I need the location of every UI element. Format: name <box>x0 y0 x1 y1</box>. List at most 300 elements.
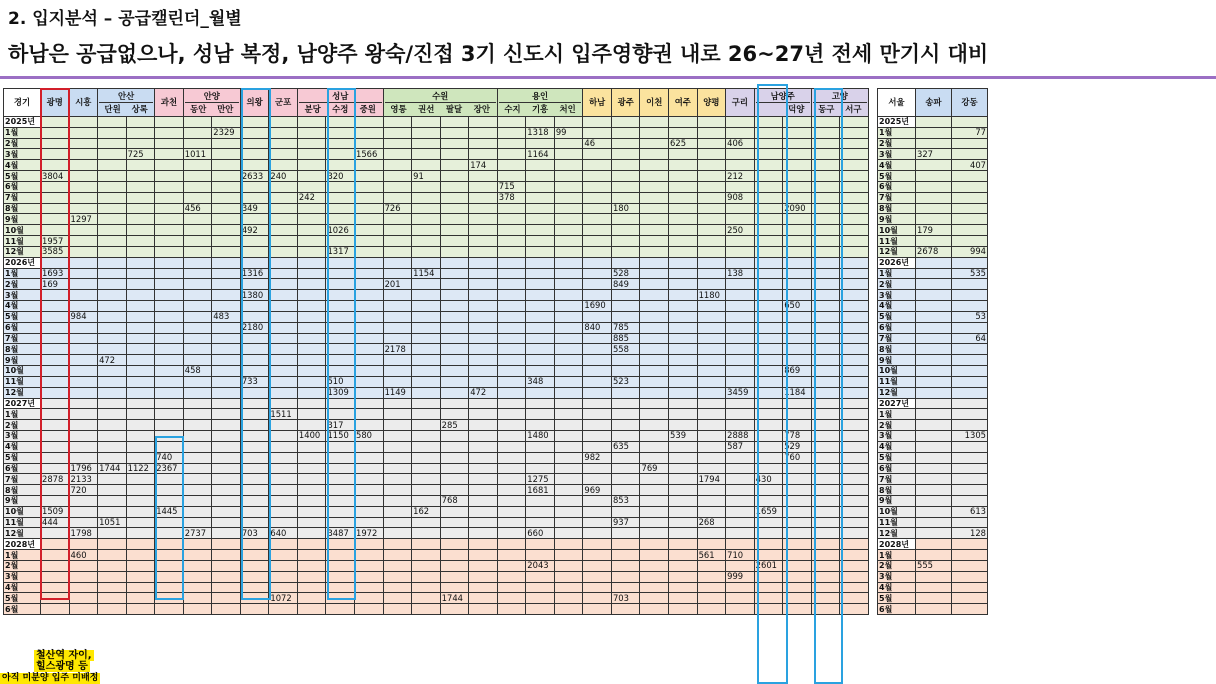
month-label: 2월 <box>4 279 41 290</box>
month-label: 3월 <box>878 149 916 160</box>
seoul-supply-table <box>877 88 988 615</box>
table-cell <box>41 366 70 377</box>
table-cell <box>440 550 469 561</box>
table-cell <box>726 398 755 409</box>
table-cell <box>183 117 212 128</box>
table-cell <box>640 301 669 312</box>
table-cell <box>554 463 583 474</box>
table-cell <box>240 604 269 615</box>
table-cell <box>126 398 155 409</box>
month-label: 10월 <box>878 225 916 236</box>
table-cell <box>611 550 640 561</box>
table-cell <box>98 441 127 452</box>
table-cell <box>98 214 127 225</box>
table-row <box>4 268 869 279</box>
table-cell: 128 <box>952 528 988 539</box>
table-cell <box>469 355 498 366</box>
table-cell <box>297 203 326 214</box>
table-cell <box>611 582 640 593</box>
table-cell <box>526 192 555 203</box>
month-label: 4월 <box>4 301 41 312</box>
table-row <box>878 138 988 149</box>
table-cell <box>526 290 555 301</box>
month-label: 8월 <box>878 203 916 214</box>
table-cell <box>412 149 441 160</box>
table-cell <box>383 506 412 517</box>
table-cell <box>526 246 555 257</box>
table-cell <box>440 236 469 247</box>
table-row <box>4 593 869 604</box>
table-cell <box>269 117 298 128</box>
table-cell <box>212 550 241 561</box>
table-cell <box>697 203 726 214</box>
table-cell: 138 <box>726 268 755 279</box>
table-cell <box>98 376 127 387</box>
table-cell <box>412 203 441 214</box>
table-cell <box>297 506 326 517</box>
column-header: 구리 <box>726 89 755 117</box>
table-cell <box>326 203 355 214</box>
month-label: 12월 <box>4 528 41 539</box>
table-cell: 760 <box>783 452 812 463</box>
table-cell <box>469 214 498 225</box>
table-cell <box>355 474 384 485</box>
table-cell: 3804 <box>41 171 70 182</box>
month-label: 2월 <box>4 560 41 571</box>
table-cell <box>412 333 441 344</box>
table-cell <box>840 550 869 561</box>
table-cell <box>497 376 526 387</box>
table-cell <box>811 236 840 247</box>
table-cell <box>155 528 184 539</box>
table-cell: 558 <box>611 344 640 355</box>
month-label: 5월 <box>878 171 916 182</box>
table-row <box>878 539 988 550</box>
table-cell <box>212 463 241 474</box>
table-cell: 587 <box>726 441 755 452</box>
table-cell <box>383 431 412 442</box>
table-cell <box>726 257 755 268</box>
table-cell <box>669 257 698 268</box>
table-cell <box>155 311 184 322</box>
table-cell <box>811 171 840 182</box>
table-cell: 1317 <box>326 246 355 257</box>
table-cell <box>469 225 498 236</box>
table-cell <box>526 171 555 182</box>
table-cell <box>440 181 469 192</box>
table-cell <box>554 192 583 203</box>
table-row <box>878 495 988 506</box>
table-cell <box>383 571 412 582</box>
table-cell <box>326 322 355 333</box>
table-cell <box>640 528 669 539</box>
table-cell <box>611 366 640 377</box>
table-cell <box>355 225 384 236</box>
table-cell: 2678 <box>916 246 952 257</box>
table-cell <box>526 138 555 149</box>
table-cell <box>811 257 840 268</box>
table-cell <box>412 539 441 550</box>
table-cell <box>297 387 326 398</box>
month-label: 3월 <box>878 290 916 301</box>
table-cell <box>811 593 840 604</box>
table-cell <box>952 192 988 203</box>
table-cell: 1297 <box>69 214 98 225</box>
note-cheolsan-xi: 철산역 자이, <box>36 650 92 661</box>
table-cell <box>155 246 184 257</box>
table-cell <box>754 257 783 268</box>
month-label: 3월 <box>4 431 41 442</box>
table-cell <box>41 441 70 452</box>
month-label: 5월 <box>4 311 41 322</box>
table-cell <box>811 127 840 138</box>
table-cell <box>440 311 469 322</box>
table-cell <box>183 485 212 496</box>
table-cell <box>383 441 412 452</box>
table-cell <box>916 474 952 485</box>
table-cell <box>554 528 583 539</box>
table-cell <box>669 192 698 203</box>
table-cell <box>783 138 812 149</box>
table-cell <box>469 571 498 582</box>
table-cell <box>840 366 869 377</box>
table-cell: 472 <box>98 355 127 366</box>
table-row <box>878 171 988 182</box>
table-cell <box>383 181 412 192</box>
table-cell <box>240 474 269 485</box>
month-label: 7월 <box>878 474 916 485</box>
table-cell <box>155 571 184 582</box>
table-row <box>4 495 869 506</box>
table-cell <box>269 138 298 149</box>
table-cell <box>412 485 441 496</box>
table-cell <box>526 181 555 192</box>
table-cell <box>155 376 184 387</box>
table-cell <box>98 138 127 149</box>
table-cell <box>497 311 526 322</box>
table-cell <box>697 138 726 149</box>
table-cell <box>526 452 555 463</box>
table-cell <box>640 311 669 322</box>
table-cell <box>240 495 269 506</box>
table-cell <box>611 528 640 539</box>
table-cell <box>669 236 698 247</box>
month-label: 9월 <box>878 355 916 366</box>
table-cell <box>240 355 269 366</box>
table-cell <box>297 160 326 171</box>
table-cell <box>640 290 669 301</box>
table-cell <box>726 528 755 539</box>
table-cell <box>469 127 498 138</box>
table-cell <box>297 117 326 128</box>
table-cell <box>41 495 70 506</box>
table-cell <box>497 138 526 149</box>
table-cell <box>126 376 155 387</box>
table-cell <box>269 495 298 506</box>
table-cell <box>297 181 326 192</box>
table-cell <box>297 376 326 387</box>
table-cell <box>440 485 469 496</box>
table-cell <box>126 550 155 561</box>
table-cell: 212 <box>726 171 755 182</box>
table-cell <box>554 181 583 192</box>
table-cell: 768 <box>440 495 469 506</box>
table-cell <box>497 571 526 582</box>
table-cell <box>326 550 355 561</box>
table-row <box>878 322 988 333</box>
month-label: 8월 <box>4 485 41 496</box>
table-cell <box>183 246 212 257</box>
table-row <box>4 225 869 236</box>
table-cell: 1659 <box>754 506 783 517</box>
table-cell: 53 <box>952 311 988 322</box>
table-cell <box>640 322 669 333</box>
table-cell <box>183 582 212 593</box>
table-cell <box>726 246 755 257</box>
table-cell <box>383 138 412 149</box>
table-cell <box>697 344 726 355</box>
table-cell <box>326 236 355 247</box>
table-cell <box>412 290 441 301</box>
table-cell <box>811 301 840 312</box>
table-cell <box>126 560 155 571</box>
table-cell <box>297 344 326 355</box>
table-cell: 778 <box>783 431 812 442</box>
table-cell <box>497 279 526 290</box>
table-row <box>4 181 869 192</box>
table-cell <box>155 409 184 420</box>
table-cell <box>269 290 298 301</box>
table-cell <box>669 160 698 171</box>
table-cell <box>412 517 441 528</box>
table-cell <box>783 322 812 333</box>
table-cell <box>126 203 155 214</box>
table-cell <box>783 160 812 171</box>
column-subheader-label: 단원 <box>104 104 121 114</box>
table-cell <box>783 192 812 203</box>
table-cell <box>326 485 355 496</box>
table-cell <box>497 604 526 615</box>
table-cell <box>98 474 127 485</box>
table-cell <box>526 495 555 506</box>
table-cell <box>754 420 783 431</box>
table-cell <box>155 539 184 550</box>
table-cell <box>355 420 384 431</box>
table-cell <box>669 528 698 539</box>
table-cell <box>297 452 326 463</box>
table-cell <box>697 571 726 582</box>
table-cell <box>126 311 155 322</box>
table-cell <box>183 593 212 604</box>
table-cell <box>183 333 212 344</box>
table-cell <box>69 160 98 171</box>
table-cell <box>840 571 869 582</box>
table-cell <box>98 311 127 322</box>
table-cell <box>41 582 70 593</box>
table-cell <box>611 246 640 257</box>
table-cell <box>69 290 98 301</box>
table-cell <box>916 604 952 615</box>
table-cell: 785 <box>611 322 640 333</box>
table-cell <box>754 528 783 539</box>
table-cell <box>916 517 952 528</box>
table-row <box>878 203 988 214</box>
table-cell <box>754 268 783 279</box>
table-cell <box>497 452 526 463</box>
table-cell <box>811 117 840 128</box>
table-cell <box>611 311 640 322</box>
table-cell <box>269 463 298 474</box>
table-cell <box>583 550 612 561</box>
table-cell <box>212 290 241 301</box>
table-cell <box>497 582 526 593</box>
table-cell <box>840 398 869 409</box>
table-cell <box>952 290 988 301</box>
table-cell <box>269 452 298 463</box>
table-cell <box>126 268 155 279</box>
table-cell <box>326 257 355 268</box>
table-cell <box>69 192 98 203</box>
table-cell <box>212 539 241 550</box>
table-cell <box>383 528 412 539</box>
table-cell <box>212 344 241 355</box>
table-cell <box>583 246 612 257</box>
table-cell <box>554 268 583 279</box>
table-cell <box>783 571 812 582</box>
table-cell <box>640 214 669 225</box>
table-cell <box>41 181 70 192</box>
table-row <box>878 485 988 496</box>
column-header <box>811 89 868 117</box>
table-cell <box>526 420 555 431</box>
table-cell <box>497 333 526 344</box>
table-cell <box>754 431 783 442</box>
table-cell <box>697 160 726 171</box>
table-cell <box>383 225 412 236</box>
table-cell <box>297 322 326 333</box>
table-cell <box>697 279 726 290</box>
month-label: 3월 <box>4 290 41 301</box>
table-cell <box>497 127 526 138</box>
table-cell <box>554 387 583 398</box>
table-cell <box>41 604 70 615</box>
table-cell <box>326 117 355 128</box>
table-cell <box>155 366 184 377</box>
table-cell <box>240 485 269 496</box>
table-cell <box>126 387 155 398</box>
column-subheader-label: 동안 <box>190 104 207 114</box>
table-cell <box>697 225 726 236</box>
table-cell <box>640 441 669 452</box>
table-cell <box>640 517 669 528</box>
table-cell: 580 <box>355 431 384 442</box>
table-row <box>4 279 869 290</box>
table-cell <box>183 181 212 192</box>
table-cell <box>697 171 726 182</box>
table-cell <box>183 420 212 431</box>
table-cell <box>212 355 241 366</box>
table-cell <box>916 344 952 355</box>
table-cell: 242 <box>297 192 326 203</box>
table-cell <box>469 171 498 182</box>
table-cell <box>183 160 212 171</box>
table-cell: 240 <box>269 171 298 182</box>
table-row <box>878 550 988 561</box>
table-cell <box>297 398 326 409</box>
table-cell <box>269 571 298 582</box>
year-label: 2026년 <box>4 257 41 268</box>
table-row <box>4 160 869 171</box>
table-cell: 2178 <box>383 344 412 355</box>
table-cell <box>754 398 783 409</box>
table-cell <box>611 560 640 571</box>
table-cell <box>297 474 326 485</box>
table-cell <box>783 355 812 366</box>
table-cell <box>669 485 698 496</box>
table-cell <box>183 279 212 290</box>
table-cell <box>840 409 869 420</box>
table-row <box>4 485 869 496</box>
table-cell <box>952 257 988 268</box>
table-cell: 317 <box>326 420 355 431</box>
table-row <box>878 355 988 366</box>
table-cell <box>355 485 384 496</box>
table-cell <box>554 517 583 528</box>
table-cell <box>811 409 840 420</box>
table-cell: 523 <box>611 376 640 387</box>
table-cell <box>269 225 298 236</box>
table-cell <box>640 246 669 257</box>
table-cell <box>240 398 269 409</box>
table-cell <box>697 376 726 387</box>
table-cell <box>754 376 783 387</box>
table-cell <box>412 311 441 322</box>
table-cell <box>297 495 326 506</box>
table-cell <box>754 333 783 344</box>
table-cell <box>355 257 384 268</box>
column-subheader-label: 상록 <box>131 104 148 114</box>
table-cell <box>640 203 669 214</box>
month-label: 5월 <box>878 452 916 463</box>
table-cell <box>183 236 212 247</box>
table-cell <box>497 117 526 128</box>
table-cell <box>355 181 384 192</box>
table-cell <box>98 192 127 203</box>
table-cell: 1011 <box>183 149 212 160</box>
table-cell <box>69 301 98 312</box>
table-cell <box>469 333 498 344</box>
table-cell <box>383 463 412 474</box>
table-cell <box>611 539 640 550</box>
table-cell <box>611 290 640 301</box>
table-cell <box>440 441 469 452</box>
table-cell <box>469 420 498 431</box>
table-cell <box>640 376 669 387</box>
table-cell <box>640 117 669 128</box>
table-cell <box>554 203 583 214</box>
table-cell <box>469 506 498 517</box>
table-cell: 561 <box>697 550 726 561</box>
table-cell <box>469 311 498 322</box>
table-cell <box>41 192 70 203</box>
table-cell <box>412 452 441 463</box>
table-cell <box>126 236 155 247</box>
table-cell <box>126 452 155 463</box>
table-cell <box>212 160 241 171</box>
table-cell <box>783 376 812 387</box>
table-cell <box>240 192 269 203</box>
table-cell <box>697 506 726 517</box>
